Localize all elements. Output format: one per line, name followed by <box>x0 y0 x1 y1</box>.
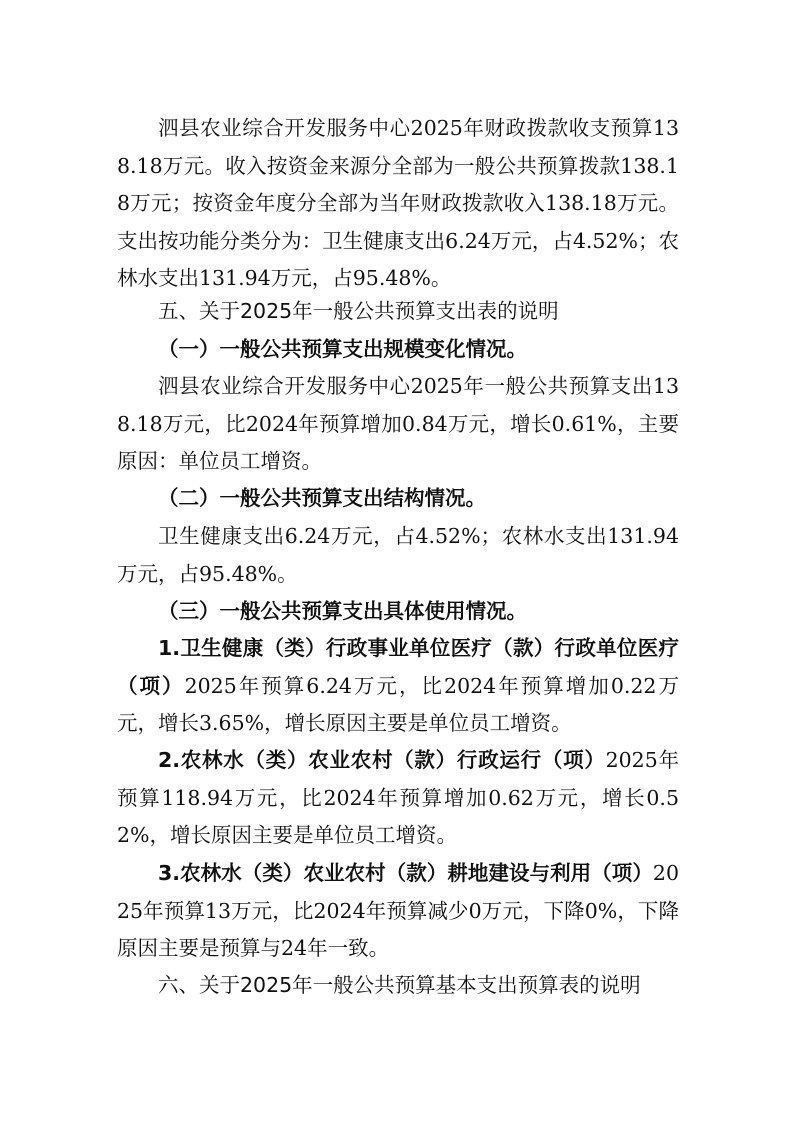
item-3-text: 2025年预算13万元，比2024年预算减少0万元，下降0%，下降原因主要是预算与24年一致。 <box>117 861 679 960</box>
item-2-text: 2025年预算118.94万元，比2024年预算增加0.62万元，增长0.52%，增长原因主要是单位员工增资。 <box>117 748 679 847</box>
item-1-lead: 1.卫生健康（类）行政事业单位医疗（款）行政单位医疗（项） <box>117 636 679 698</box>
paragraph-item-1 <box>117 630 679 743</box>
paragraph-item-3 <box>117 855 679 968</box>
paragraph-scale-change: 泗县农业综合开发服务中心2025年一般公共预算支出138.18万元，比2024年预算增加0.84万元，增长0.61%，主要原因：单位员工增资。 <box>117 374 679 473</box>
subheading-structure: （二）一般公共预算支出结构情况。 <box>158 486 486 510</box>
section-heading-6: 六、关于2025年一般公共预算基本支出预算表的说明 <box>158 973 641 997</box>
item-1-text: 2025年预算6.24万元，比2024年预算增加0.22万元，增长3.65%，增长原因主要是单位员工增资。 <box>117 673 679 735</box>
item-3-lead: 3.农林水（类）农业农村（款）耕地建设与利用（项） <box>158 861 653 885</box>
item-2-lead: 2.农林水（类）农业农村（款）行政运行（项） <box>158 748 606 772</box>
subheading-specific-use: （三）一般公共预算支出具体使用情况。 <box>158 599 527 623</box>
paragraph-item-2 <box>117 742 679 855</box>
paragraph-budget-summary: 泗县农业综合开发服务中心2025年财政拨款收支预算138.18万元。收入按资金来源分全部为一般公共预算拨款138.18万元；按资金年度分全部为当年财政拨款收入138.18万元。支出按功能分类分为：卫生健康支出6.24万元，占4.52%；农林水支出131.94万元，占95.48%。 <box>117 116 679 290</box>
subheading-scale-change: （一）一般公共预算支出规模变化情况。 <box>158 337 527 361</box>
section-heading-5: 五、关于2025年一般公共预算支出表的说明 <box>158 299 559 323</box>
paragraph-structure: 卫生健康支出6.24万元，占4.52%；农林水支出131.94万元，占95.48%。 <box>117 524 679 586</box>
